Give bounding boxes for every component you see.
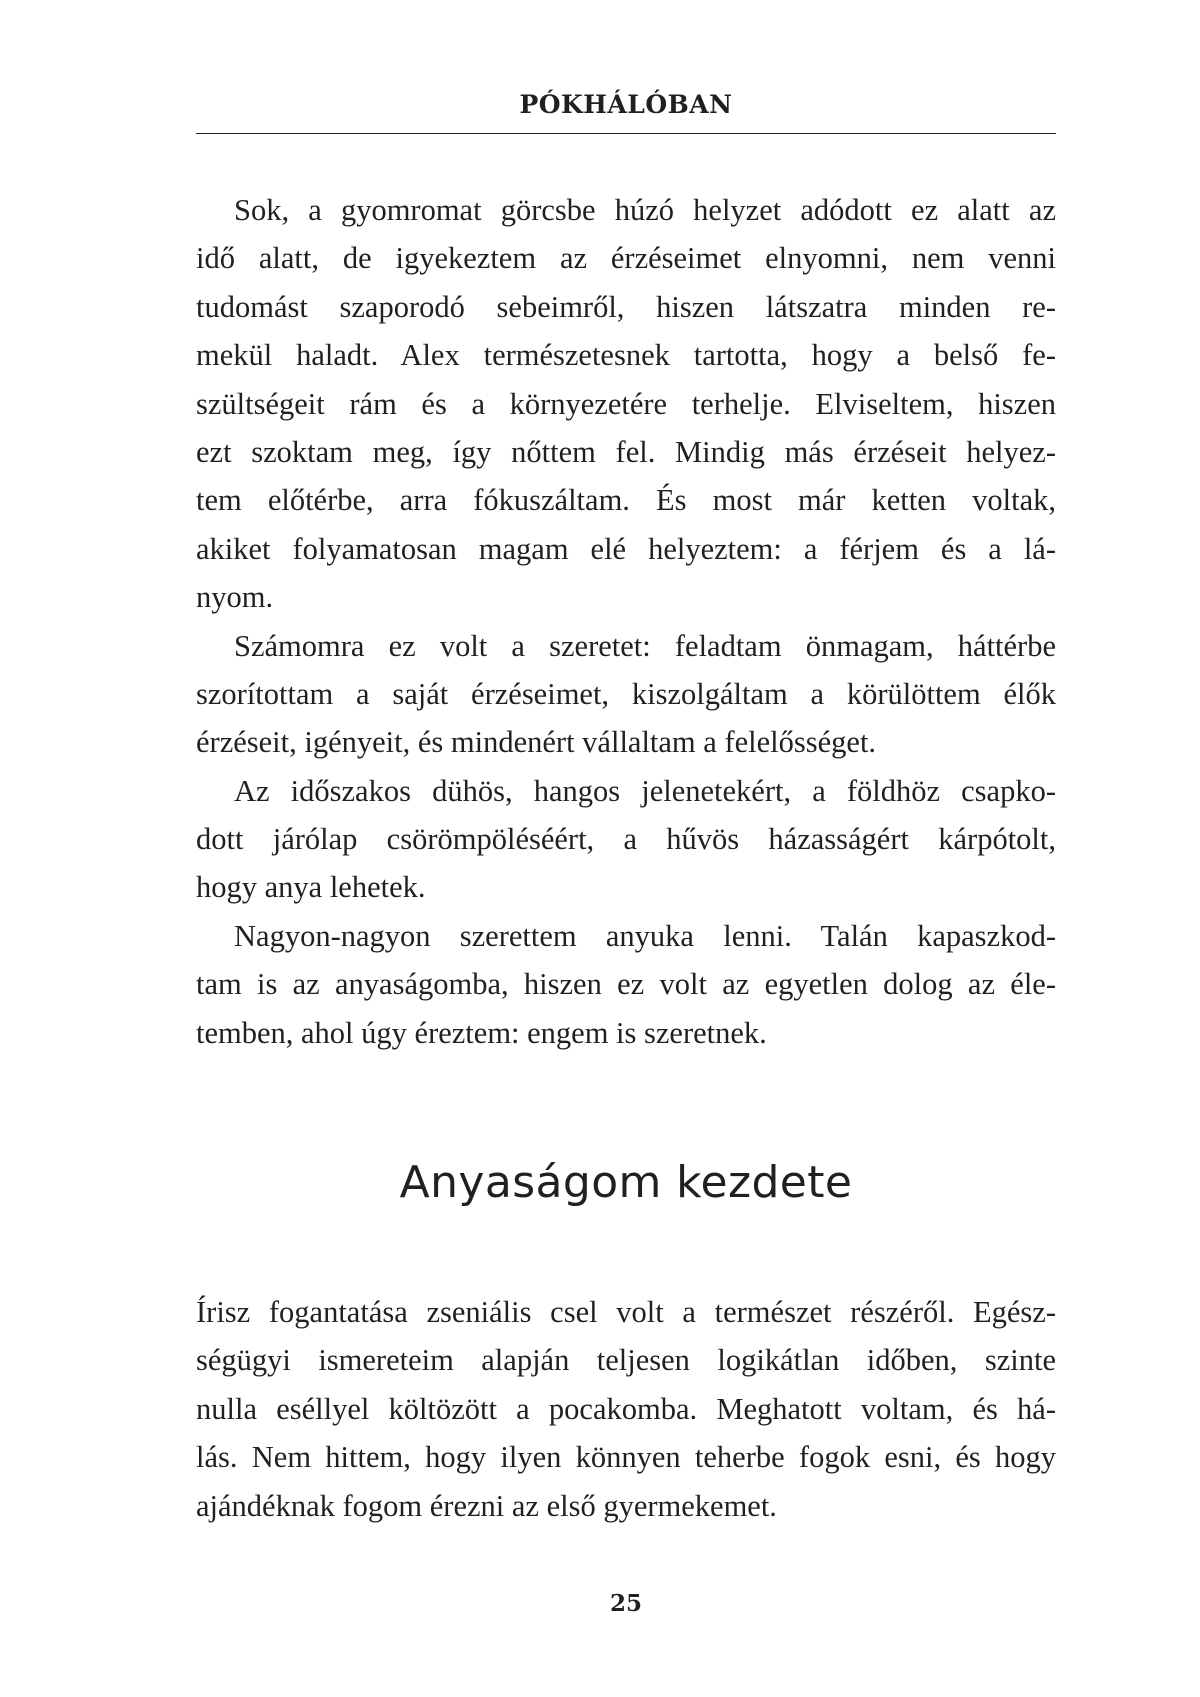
text-line: hogy anya lehetek.: [196, 870, 426, 905]
running-header: PÓKHÁLÓBAN: [519, 90, 733, 119]
text-line: idő alatt, de igyekeztem az érzéseimet elnyomni, nem venni: [196, 241, 1056, 276]
header-rule: [196, 133, 1056, 134]
text-line: Az időszakos dühös, hangos jelenetekért, a földhöz csapko-: [234, 773, 1056, 808]
text-line: ezt szoktam meg, így nőttem fel. Mindig más érzéseit helyez-: [196, 434, 1056, 469]
section-two: [196, 1288, 1056, 1530]
text-line: tam is az anyaságomba, hiszen ez volt az egyetlen dolog az éle-: [196, 967, 1056, 1002]
text-line: Nagyon-nagyon szerettem anyuka lenni. Talán kapaszkod-: [234, 918, 1056, 953]
text-line: temben, ahol úgy éreztem: engem is szeretnek.: [196, 1015, 767, 1050]
text-line: mekül haladt. Alex természetesnek tartotta, hogy a belső fe-: [196, 338, 1056, 373]
text-line: tem előtérbe, arra fókuszáltam. És most már ketten voltak,: [196, 483, 1056, 518]
text-line: Írisz fogantatása zseniális csel volt a természet részéről. Egész-: [196, 1295, 1056, 1329]
paragraph: [196, 622, 1056, 767]
text-line: Számomra ez volt a szeretet: feladtam önmagam, háttérbe: [234, 628, 1056, 663]
paragraph: [196, 186, 1056, 622]
text-line: ségügyi ismereteim alapján teljesen logikátlan időben, szinte: [196, 1343, 1056, 1378]
text-line: nulla eséllyel költözött a pocakomba. Meghatott voltam, és há-: [196, 1391, 1056, 1426]
text-line: érzéseit, igényeit, és mindenért vállaltam a felelősséget.: [196, 725, 877, 760]
text-line: nyom.: [196, 580, 274, 615]
paragraph: [196, 767, 1056, 912]
paragraph: [196, 912, 1056, 1057]
text-line: tudomást szaporodó sebeimről, hiszen látszatra minden re-: [196, 289, 1056, 324]
text-line: lás. Nem hittem, hogy ilyen könnyen teherbe fogok esni, és hogy: [196, 1440, 1056, 1475]
text-line: akiket folyamatosan magam elé helyeztem: a férjem és a lá-: [196, 531, 1056, 566]
chapter-title: Anyaságom kezdete: [399, 1157, 853, 1208]
text-line: dott járólap csörömpöléséért, a hűvös házasságért kárpótolt,: [196, 822, 1056, 857]
text-line: szorítottam a saját érzéseimet, kiszolgáltam a körülöttem élők: [196, 676, 1056, 711]
text-line: Sok, a gyomromat görcsbe húzó helyzet adódott ez alatt az: [234, 193, 1056, 227]
section-one: [196, 186, 1056, 1057]
text-line: szültségeit rám és a környezetére terhelje. Elviseltem, hiszen: [196, 386, 1056, 421]
text-line: ajándéknak fogom érezni az első gyermekemet.: [196, 1488, 777, 1523]
page-number: 25: [609, 1590, 642, 1617]
paragraph: [196, 1288, 1056, 1530]
